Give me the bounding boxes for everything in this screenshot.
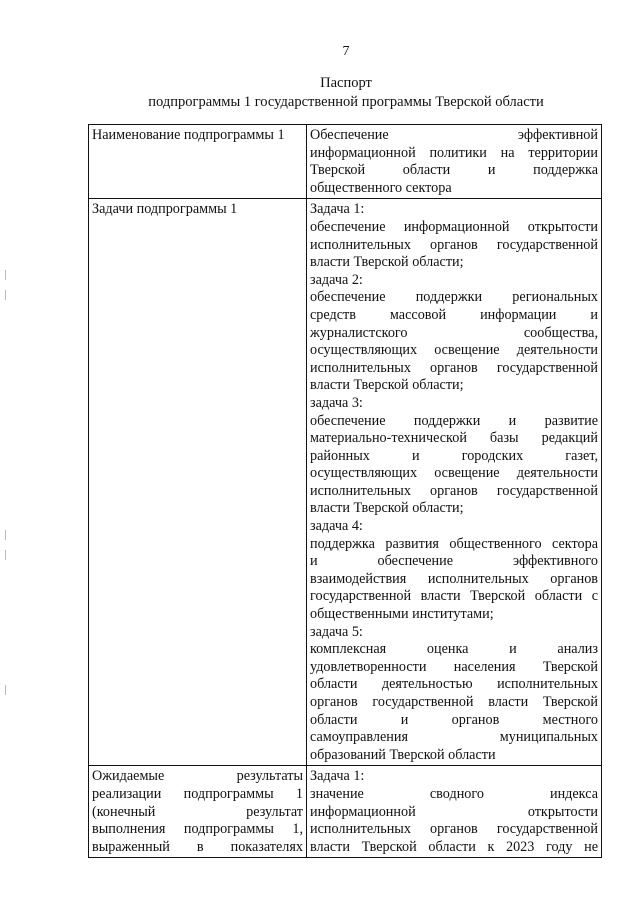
row-value-line: Задача 1:	[310, 768, 365, 785]
row-value-line: информационной политики на территории	[310, 144, 598, 161]
row-value-line: области и органов местного	[310, 711, 598, 728]
row-value-line: самоуправления муниципальных	[310, 729, 598, 746]
row-label-line: реализации подпрограммы 1	[92, 785, 303, 802]
row-value-line: власти Тверской области;	[310, 254, 464, 271]
table-row	[89, 125, 602, 199]
row-label-line: выполнения подпрограммы 1,	[92, 821, 303, 838]
row-value-line: обеспечение информационной открытости	[310, 218, 598, 235]
row-value-line: задача 3:	[310, 394, 363, 411]
row-value-line: общественного сектора	[310, 179, 452, 196]
title-line-1: Паспорт	[320, 75, 372, 91]
row-label-cell	[89, 766, 307, 858]
row-value-line: власти Тверской области к 2023 году не	[310, 838, 598, 855]
row-value-line: исполнительных органов государственной	[310, 821, 598, 838]
row-value-cell	[307, 125, 602, 199]
row-value-line: Обеспечение эффективной	[310, 127, 598, 143]
row-value-line: области деятельностью исполнительных	[310, 676, 598, 693]
row-value-line: задача 2:	[310, 271, 363, 288]
row-value-line: образований Тверской области	[310, 746, 496, 763]
row-label-cell	[89, 199, 307, 766]
row-value-cell	[307, 766, 602, 858]
row-value-line: и обеспечение эффективного	[310, 553, 598, 570]
row-label-cell	[89, 125, 307, 199]
row-label-line: (конечный результат	[92, 803, 303, 820]
row-value-line: задача 4:	[310, 518, 363, 535]
row-value-line: обеспечение поддержки региональных	[310, 289, 598, 306]
row-value-line: удовлетворенности населения Тверской	[310, 658, 598, 675]
row-value-line: поддержка развития общественного сектора	[310, 535, 598, 552]
row-value-line: средств массовой информации и	[310, 306, 598, 323]
row-value-line: Задача 1:	[310, 201, 365, 218]
row-label-line: Наименование подпрограммы 1	[92, 127, 285, 143]
row-value-line: материально-технической базы редакций	[310, 430, 598, 447]
row-value-line: исполнительных органов государственной	[310, 482, 598, 499]
row-value-line: информационной открытости	[310, 803, 598, 820]
row-value-line: общественными институтами;	[310, 606, 494, 623]
row-value-line: исполнительных органов государственной	[310, 359, 598, 376]
table-row	[89, 766, 602, 858]
row-value-line: комплексная оценка и анализ	[310, 641, 598, 658]
row-value-line: государственной власти Тверской области с	[310, 588, 598, 605]
row-value-line: власти Тверской области;	[310, 377, 464, 394]
row-value-line: районных и городских газет,	[310, 447, 598, 464]
row-value-line: задача 5:	[310, 623, 363, 640]
row-value-line: органов государственной власти Тверской	[310, 694, 598, 710]
row-value-line: журналистского сообщества,	[310, 324, 598, 341]
row-label-line: выраженный в показателях	[92, 838, 303, 855]
passport-table	[88, 124, 602, 858]
row-value-line: Тверской области и поддержка	[310, 162, 598, 179]
row-value-line: взаимодействия исполнительных органов	[310, 570, 598, 587]
title-line-2: подпрограммы 1 государственной программы Тверской области	[148, 94, 544, 110]
row-value-line: осуществляющих освещение деятельности	[310, 465, 598, 482]
row-label-line: Задачи подпрограммы 1	[92, 201, 238, 218]
row-value-line: обеспечение поддержки и развитие	[310, 412, 598, 429]
row-value-line: власти Тверской области;	[310, 500, 464, 517]
row-value-line: осуществляющих освещение деятельности	[310, 342, 598, 359]
scan-edge-marks	[5, 270, 7, 700]
row-value-line: исполнительных органов государственной	[310, 236, 598, 253]
row-value-line: значение сводного индекса	[310, 785, 598, 802]
page-number: 7	[342, 44, 350, 59]
document-title	[0, 74, 640, 112]
row-label-line: Ожидаемые результаты	[92, 768, 303, 785]
table-row	[89, 199, 602, 766]
row-value-cell	[307, 199, 602, 766]
